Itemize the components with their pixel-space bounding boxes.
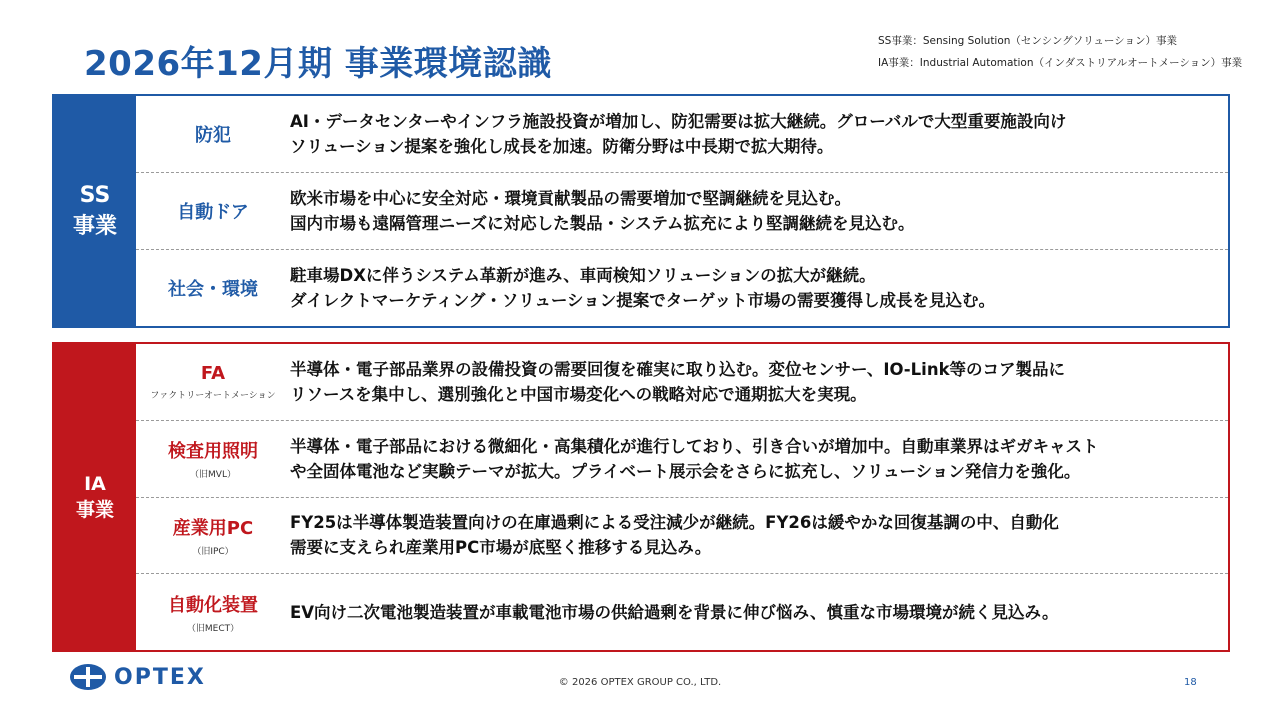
ia-row-industrial-pc	[136, 497, 1228, 574]
page-title: 2026年12月期 事業環境認識	[84, 44, 552, 84]
note-ia: IA事業：Industrial Automation（インダストリアルオートメーション）事業	[878, 57, 1243, 69]
row-text-line: 国内市場も遠隔管理ニーズに対応した製品・システム拡充により堅調継続を見込む。	[290, 214, 915, 233]
row-sublabel: （旧IPC）	[192, 546, 234, 557]
ia-section	[52, 342, 1230, 652]
row-sublabel: ファクトリーオートメーション	[150, 390, 276, 401]
row-label: FA	[200, 362, 226, 384]
logo-text: OPTEX	[114, 664, 206, 690]
row-label: 防犯	[195, 125, 231, 146]
row-text-line: AI・データセンターやインフラ施設投資が増加し、防犯需要は拡大継続。グローバルで大型重要施設向け	[290, 112, 1067, 131]
ia-band-line2: 事業	[75, 499, 114, 521]
row-sublabel: （旧MVL）	[190, 470, 236, 481]
ia-band	[54, 344, 136, 650]
ss-band-line1: SS	[79, 183, 111, 208]
row-text-line: ソリューション提案を強化し成長を加速。防衛分野は中長期で拡大期待。	[290, 137, 834, 156]
ss-band	[54, 96, 136, 326]
row-label: 産業用PC	[172, 517, 254, 539]
row-text-line: や全固体電池など実験テーマが拡大。プライベート展示会をさらに拡充し、ソリューション発信力を強化。	[290, 461, 1081, 481]
ss-band-line2: 事業	[72, 214, 117, 239]
row-text-line: 欧米市場を中心に安全対応・環境貢献製品の需要増加で堅調継続を見込む。	[290, 189, 851, 208]
ss-row-social-environment	[136, 249, 1228, 326]
row-label: 自動化装置	[168, 594, 258, 616]
ia-row-inspection-lighting	[136, 420, 1228, 497]
ia-row-automation-equipment	[136, 573, 1228, 650]
row-label: 検査用照明	[168, 441, 258, 463]
row-label: 自動ドア	[177, 202, 249, 223]
row-text-line: リソースを集中し、選別強化と中国市場変化への戦略対応で通期拡大を実現。	[290, 384, 867, 404]
row-text-line: 半導体・電子部品業界の設備投資の需要回復を確実に取り込む。変位センサー、IO-Link等のコア製品に	[290, 359, 1066, 379]
copyright: © 2026 OPTEX GROUP CO., LTD.	[558, 677, 722, 688]
row-text-line: 半導体・電子部品における微細化・高集積化が進行しており、引き合いが増加中。自動車業界はギガキャスト	[290, 436, 1099, 456]
page-number: 18	[1184, 677, 1197, 688]
row-label: 社会・環境	[168, 279, 258, 300]
ia-band-line1: IA	[84, 473, 106, 495]
row-text-line: 需要に支えられ産業用PC市場が底堅く推移する見込み。	[290, 538, 712, 558]
segment-notes	[878, 30, 1242, 74]
row-text-line: 駐車場DXに伴うシステム革新が進み、車両検知ソリューションの拡大が継続。	[290, 266, 876, 285]
row-text-line: FY25は半導体製造装置向けの在庫過剰による受注減少が継続。FY26は緩やかな回復基調の中、自動化	[290, 513, 1059, 533]
note-ss: SS事業：Sensing Solution（センシングソリューション）事業	[878, 35, 1177, 47]
ss-section	[52, 94, 1230, 328]
row-text-line: EV向け二次電池製造装置が車載電池市場の供給過剰を背景に伸び悩み、慎重な市場環境が続く見込み。	[290, 602, 1059, 622]
row-sublabel: （旧MECT）	[186, 623, 240, 634]
row-text-line: ダイレクトマーケティング・ソリューション提案でターゲット市場の需要獲得し成長を見込む。	[290, 291, 996, 310]
ss-row-security	[136, 96, 1228, 172]
ia-row-fa	[136, 344, 1228, 420]
ss-row-auto-door	[136, 172, 1228, 249]
